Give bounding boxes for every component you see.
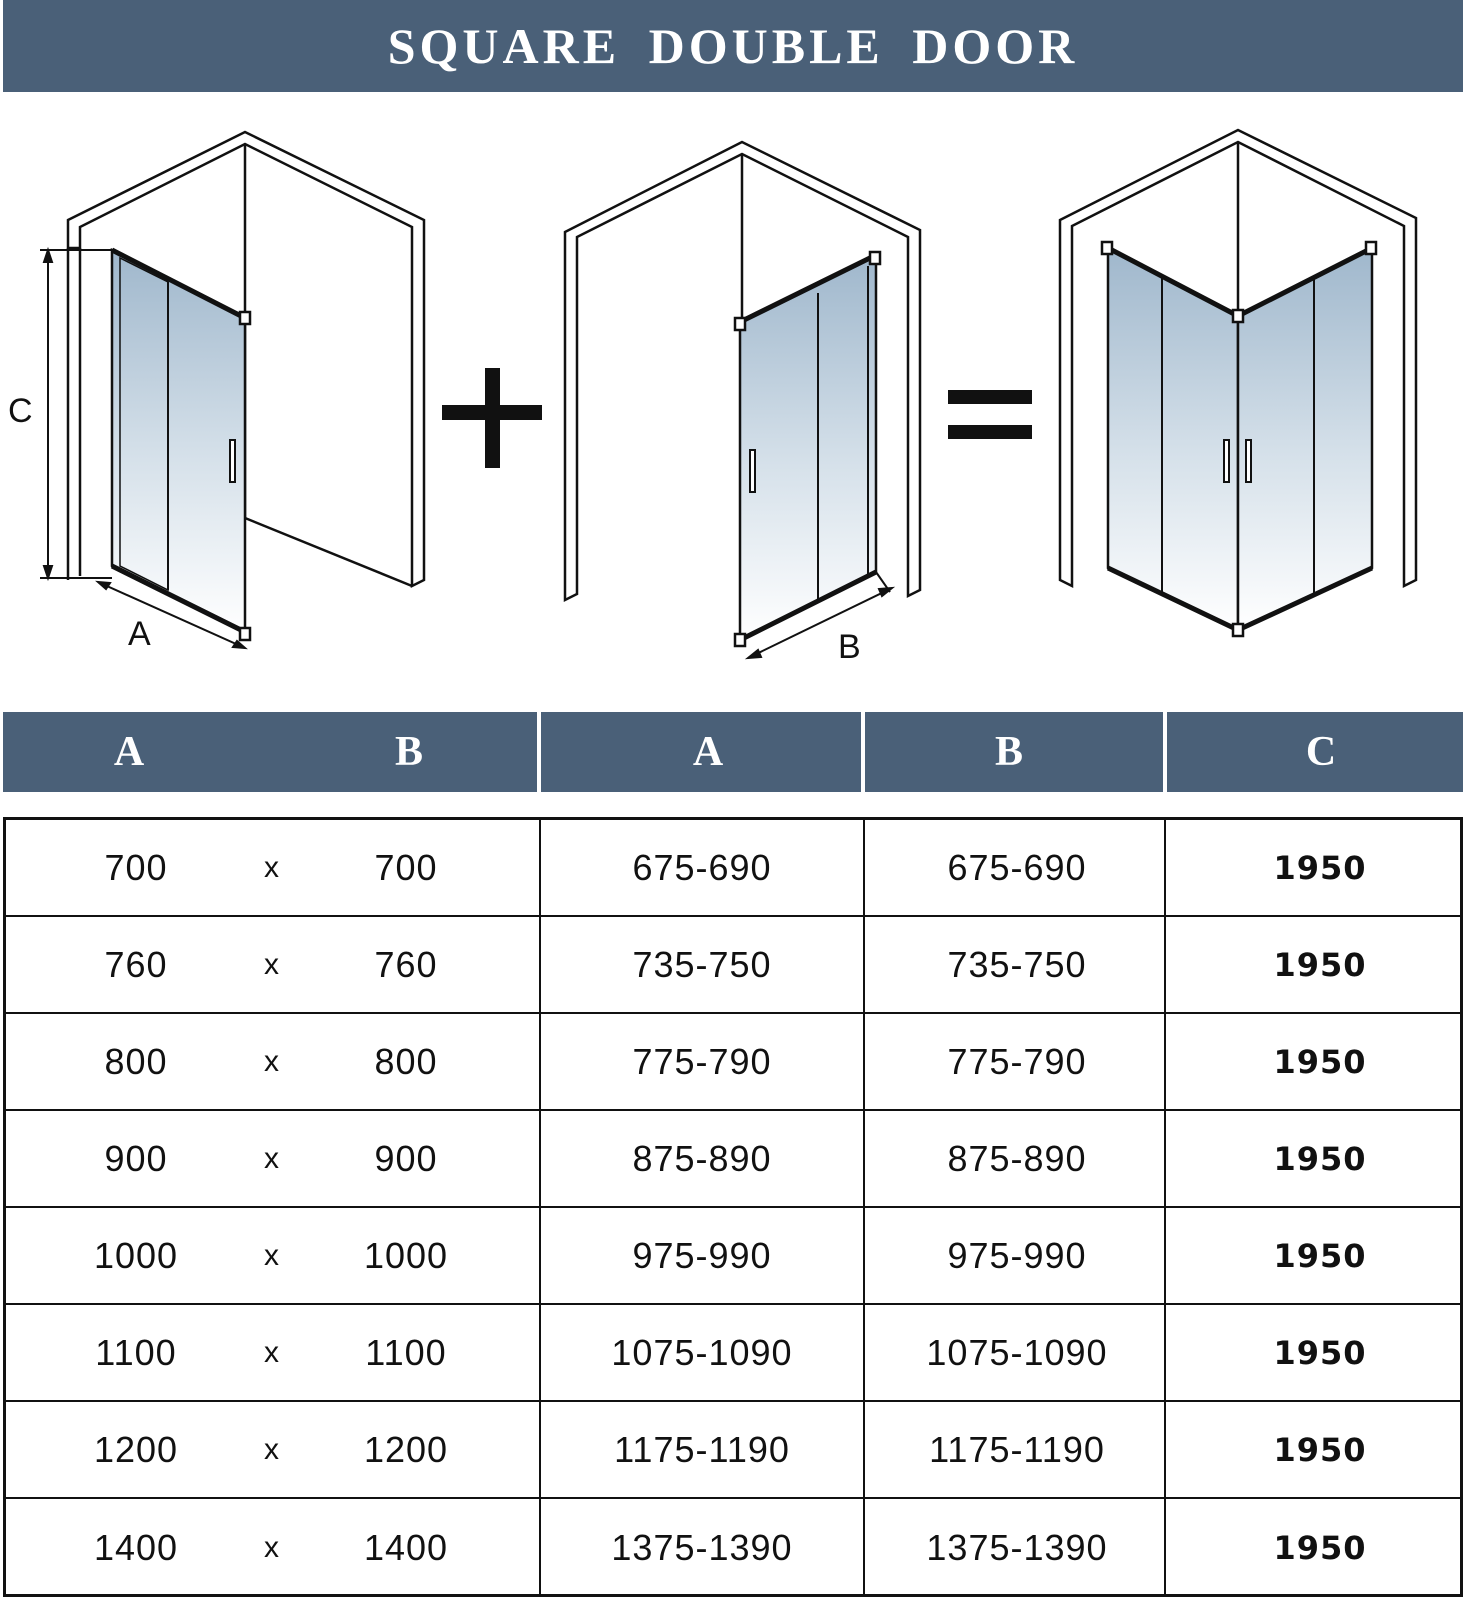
header-a-range: A bbox=[692, 729, 724, 775]
plus-icon bbox=[442, 368, 542, 468]
size-a: 1200 bbox=[93, 1428, 179, 1470]
size-b: 800 bbox=[374, 1040, 438, 1082]
figure-panel-a bbox=[68, 132, 424, 640]
size-a: 1400 bbox=[93, 1526, 179, 1568]
size-b: 1000 bbox=[363, 1234, 449, 1276]
header-b-range: B bbox=[994, 729, 1024, 775]
size-b: 1400 bbox=[363, 1526, 449, 1568]
title-banner bbox=[3, 0, 1463, 92]
size-b: 700 bbox=[374, 846, 438, 888]
times-separator: x bbox=[264, 1044, 280, 1078]
times-separator: x bbox=[264, 1141, 280, 1175]
range-b: 1375-1390 bbox=[926, 1526, 1108, 1568]
header-cell-range-a bbox=[541, 712, 861, 792]
size-table bbox=[3, 817, 1463, 1597]
table-row bbox=[6, 1111, 1460, 1208]
range-a: 1375-1390 bbox=[611, 1526, 793, 1568]
range-a: 975-990 bbox=[632, 1234, 772, 1276]
height-c: 1950 bbox=[1273, 1042, 1367, 1081]
height-c: 1950 bbox=[1273, 1139, 1367, 1178]
times-separator: x bbox=[264, 850, 280, 884]
height-c: 1950 bbox=[1273, 1236, 1367, 1275]
dimension-b-label: B bbox=[838, 628, 861, 666]
equals-icon bbox=[948, 390, 1032, 439]
size-b: 1100 bbox=[365, 1331, 447, 1373]
size-a: 1100 bbox=[95, 1331, 177, 1373]
size-a: 800 bbox=[104, 1040, 168, 1082]
header-cell-range-b bbox=[865, 712, 1163, 792]
shower-diagram bbox=[0, 110, 1466, 680]
table-row bbox=[6, 917, 1460, 1014]
header-c-height: C bbox=[1305, 729, 1337, 775]
times-separator: x bbox=[264, 1432, 280, 1466]
size-a: 760 bbox=[104, 943, 168, 985]
height-c: 1950 bbox=[1273, 1528, 1367, 1567]
height-c: 1950 bbox=[1273, 945, 1367, 984]
height-c: 1950 bbox=[1273, 1333, 1367, 1372]
dimension-c bbox=[40, 250, 112, 578]
size-a: 900 bbox=[104, 1137, 168, 1179]
table-row bbox=[6, 820, 1460, 917]
range-a: 775-790 bbox=[632, 1040, 772, 1082]
dimension-a-label: A bbox=[128, 615, 151, 653]
equals-symbol-text: = bbox=[989, 415, 991, 416]
header-cell-height bbox=[1167, 712, 1463, 792]
table-row bbox=[6, 1402, 1460, 1499]
range-a: 735-750 bbox=[632, 943, 772, 985]
figure-panel-b bbox=[565, 142, 920, 646]
size-a: 700 bbox=[104, 846, 168, 888]
size-b: 1200 bbox=[363, 1428, 449, 1470]
range-a: 1075-1090 bbox=[611, 1331, 793, 1373]
height-c: 1950 bbox=[1273, 848, 1367, 887]
times-separator: x bbox=[264, 1335, 280, 1369]
times-separator: x bbox=[264, 1238, 280, 1272]
range-b: 735-750 bbox=[947, 943, 1087, 985]
header-b-size: B bbox=[394, 729, 424, 775]
table-row bbox=[6, 1014, 1460, 1111]
range-b: 675-690 bbox=[947, 846, 1087, 888]
range-b: 875-890 bbox=[947, 1137, 1087, 1179]
header-a-size: A bbox=[113, 729, 145, 775]
figure-enclosure bbox=[1060, 130, 1416, 636]
times-separator: x bbox=[264, 1530, 280, 1564]
table-row bbox=[6, 1499, 1460, 1596]
header-cell-size bbox=[3, 712, 537, 792]
range-b: 1175-1190 bbox=[929, 1428, 1105, 1470]
size-a: 1000 bbox=[93, 1234, 179, 1276]
size-b: 760 bbox=[374, 943, 438, 985]
size-b: 900 bbox=[374, 1137, 438, 1179]
dimension-c-label: C bbox=[8, 392, 33, 430]
range-b: 1075-1090 bbox=[926, 1331, 1108, 1373]
range-a: 1175-1190 bbox=[614, 1428, 790, 1470]
times-separator: x bbox=[264, 947, 280, 981]
table-header-row bbox=[0, 712, 1466, 792]
range-a: 875-890 bbox=[632, 1137, 772, 1179]
table-row bbox=[6, 1208, 1460, 1305]
page-title: SQUARE DOUBLE DOOR bbox=[387, 18, 1079, 74]
table-row bbox=[6, 1305, 1460, 1402]
range-a: 675-690 bbox=[632, 846, 772, 888]
range-b: 775-790 bbox=[947, 1040, 1087, 1082]
height-c: 1950 bbox=[1273, 1430, 1367, 1469]
range-b: 975-990 bbox=[947, 1234, 1087, 1276]
